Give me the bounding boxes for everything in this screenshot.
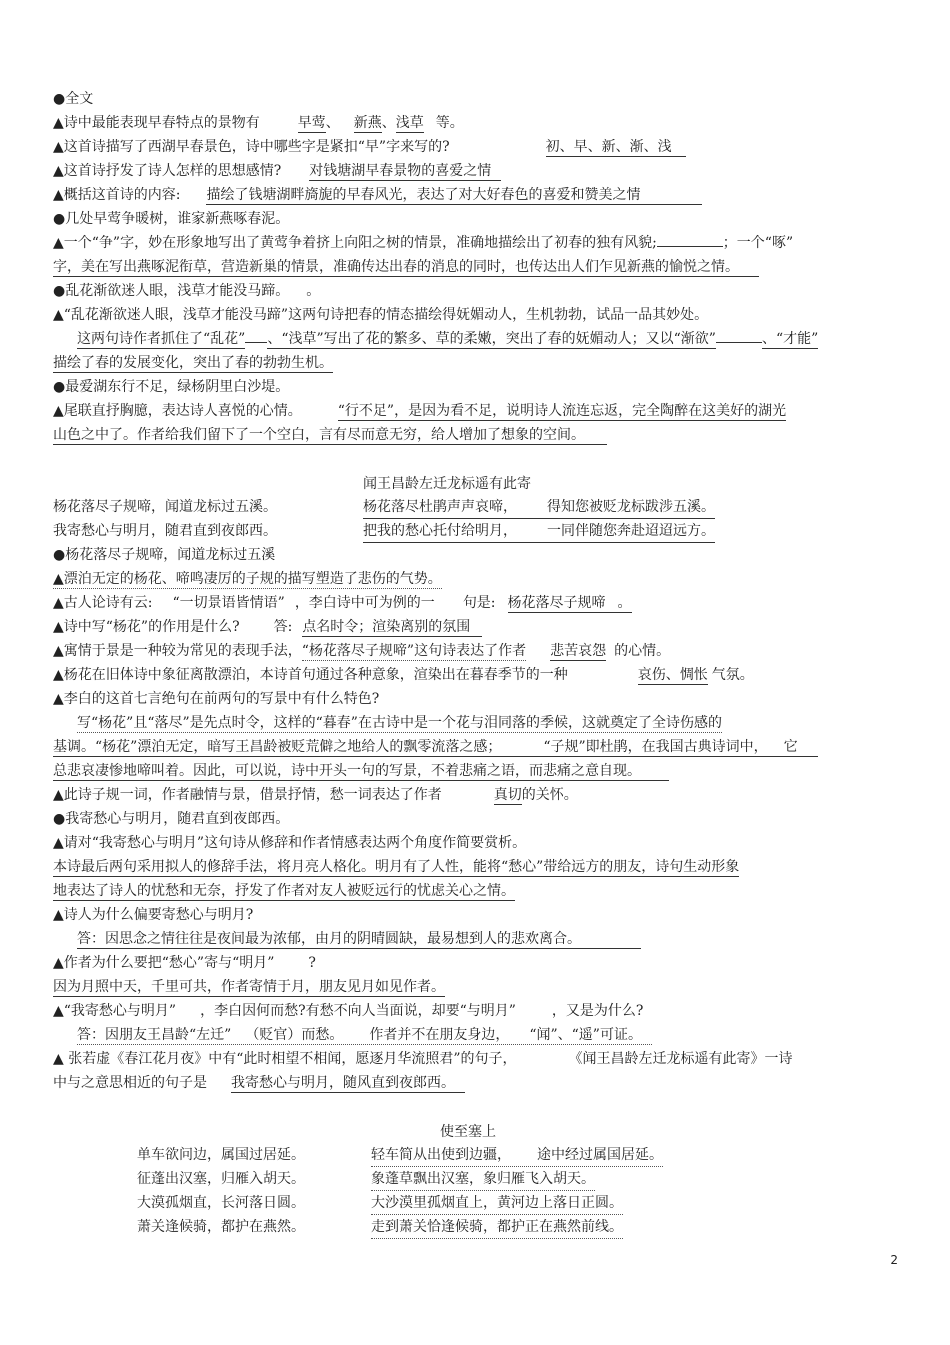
- text: 答:: [273, 619, 293, 635]
- question-line: [53, 1073, 465, 1093]
- poem-line: [137, 1169, 595, 1189]
- text: ▲ 张若虚《春江花月夜》中有“此时相望不相闻，愿逐月华流照君”的句子，: [53, 1051, 517, 1067]
- poem-title: 闻王昌龄左迁龙标遥有此寄: [363, 476, 531, 492]
- text: 中与之意思相近的句子是: [53, 1075, 207, 1091]
- question-line: [53, 113, 464, 133]
- poem-line: [137, 1193, 623, 1213]
- poem-line: [137, 1145, 663, 1165]
- answer: 字，美在写出燕啄泥衔草，营造新巢的情景，准确传达出春的消息的同时，也传达出人们乍见新燕的愉悦之情。: [53, 259, 759, 277]
- bullet-line: ●乱花渐欲迷人眼，浅草才能没马蹄。 。: [53, 283, 321, 299]
- question-line: [53, 641, 670, 661]
- answer-line: [53, 857, 739, 877]
- poem-text: 单车欲问边，属国过居延。: [137, 1147, 305, 1163]
- text: 《闻王昌龄左迁龙标遥有此寄》一诗: [568, 1051, 793, 1067]
- answer-line: [53, 737, 818, 757]
- answer: 我寄愁心与明月，随风直到夜郎西。: [231, 1075, 465, 1093]
- text: ▲诗中写“杨花”的作用是什么?: [53, 619, 240, 635]
- text: ，李白诗中可为例的一: [294, 595, 435, 611]
- question-line: ▲诗人为什么偏要寄愁心与明月?: [53, 907, 254, 923]
- question-line: [53, 185, 702, 205]
- bullet-line: ●全文: [53, 91, 94, 107]
- answer-line: [77, 713, 722, 733]
- answer: “行不足”，是因为看不足，说明诗人流连忘返，完全陶醉在这美好的湖光: [337, 403, 787, 419]
- translation: 轻车简从出使到边疆， 途中经过属国居延。: [371, 1145, 663, 1167]
- text: ，又是为什么?: [551, 1003, 644, 1019]
- answer: 早莺: [297, 115, 326, 131]
- answer: 山色之中了。作者给我们留下了一个空白，言有尽而意无穷，给人增加了想象的空间。: [53, 427, 607, 445]
- question-line: [53, 569, 442, 589]
- text: 等。: [435, 115, 464, 131]
- text: ?: [308, 955, 316, 971]
- answer-line: [53, 881, 515, 901]
- answer: 杨花落尽子规啼 。: [507, 595, 632, 611]
- answer: 悲苦哀怨: [550, 643, 607, 659]
- answer: 答：因思念之情往往是夜间最为浓郁，由月的阴晴圆缺，最易想到人的悲欢离合。: [77, 931, 641, 949]
- translation: 杨花落尽杜鹃声声哀啼， 得知您被贬龙标跋涉五溪。: [363, 497, 715, 519]
- answer: 写“杨花”且“落尽”是先点时令，这样的“暮春”在古诗中是一个花与泪同落的季候，这就奠定了全诗伤感的: [77, 715, 722, 731]
- translation: 把我的愁心托付给明月， 一同伴随您奔赴迢迢远方。: [363, 521, 715, 543]
- answer: 、“浅草”写出了花的繁多、草的柔嫩，突出了春的妩媚动人；又以“渐欲”: [267, 331, 716, 347]
- answer-line: [77, 1025, 652, 1045]
- question-line: [53, 137, 686, 157]
- answer: 总悲哀凄惨地啼叫着。因此，可以说，诗中开头一句的写景，不着悲痛之语，而悲痛之意自现。: [53, 763, 669, 781]
- answer: 对钱塘湖早春景物的喜爱之情: [309, 163, 501, 181]
- poem-text: 大漠孤烟直，长河落日圆。: [137, 1195, 305, 1211]
- answer: 点名时令；渲染离别的氛围: [302, 619, 482, 637]
- question-line: [53, 401, 786, 421]
- text: ▲古人论诗有云:: [53, 595, 153, 611]
- text: ▲一个“争”字，妙在形象地写出了黄莺争着挤上向阳之树的情景，准确地描绘出了初春的独有风貌;: [53, 235, 657, 251]
- answer: 答：因朋友王昌龄“左迁” （贬官）而愁。 作者并不在朋友身边， “闻”、“遥”可证。: [77, 1027, 652, 1045]
- poem-text: 征蓬出汉塞，归雁入胡天。: [137, 1171, 305, 1187]
- answer-line: [53, 761, 669, 781]
- answer: 新燕: [353, 115, 382, 131]
- question-line: [53, 665, 754, 685]
- highlighted-text: “杨花落尽子规啼”这句诗表达了作者: [301, 643, 527, 659]
- poem-line: [53, 521, 715, 541]
- text: ▲“我寄愁心与明月”: [53, 1003, 177, 1019]
- answer: 描绘了钱塘湖畔旖旎的早春风光，表达了对大好春色的喜爱和赞美之情: [206, 187, 702, 205]
- question-line: [53, 785, 578, 805]
- answer: 因为月照中天，千里可共，作者寄情于月，朋友见月如见作者。: [53, 979, 445, 995]
- text: ▲这首诗抒发了诗人怎样的思想感情?: [53, 163, 282, 179]
- question-line: [53, 233, 793, 253]
- text: 、: [325, 115, 340, 131]
- bullet-line: ●我寄愁心与明月，随君直到夜郎西。: [53, 811, 290, 827]
- answer: 基调。“杨花”漂泊无定，暗写王昌龄被贬荒僻之地给人的飘零流落之感； “子规”即杜鹃，在我国古典诗词中， 它: [53, 739, 818, 757]
- answer: 、“才能”: [761, 331, 819, 347]
- poem-text: 我寄愁心与明月，随君直到夜郎西。: [53, 523, 277, 539]
- text: ▲尾联直抒胸臆，表达诗人喜悦的心情。: [53, 403, 302, 419]
- text: ；一个“啄”: [722, 235, 794, 251]
- poem-title: 使至塞上: [440, 1124, 496, 1140]
- page-number: 2: [890, 1253, 898, 1267]
- answer: 浅草: [395, 115, 424, 131]
- question-line: [53, 617, 482, 637]
- question-line: ▲李白的这首七言绝句在前两句的写景中有什么特色?: [53, 691, 380, 707]
- poem-text: 杨花落尽子规啼，闻道龙标过五溪。: [53, 499, 277, 515]
- text: ●乱花渐欲迷人眼，浅草才能没马蹄。: [53, 283, 283, 299]
- answer: 哀伤、惆怅: [637, 667, 708, 683]
- answer: 本诗最后两句采用拟人的修辞手法，将月亮人格化。明月有了人性，能将“愁心”带给远方的朋友，诗句生动形象: [53, 859, 740, 875]
- answer: 这两句诗作者抓住了“乱花”: [77, 331, 246, 347]
- translation: 象蓬草飘出汉塞，象归雁飞入胡天。: [371, 1169, 595, 1191]
- text: ▲寓情于景是一种较为常见的表现手法，: [53, 643, 302, 659]
- question-line: [53, 953, 316, 973]
- answer: 初、早、新、渐、浅: [546, 139, 686, 157]
- answer-line: [77, 929, 641, 949]
- highlighted-text: ▲漂泊无定的杨花、啼鸣凄厉的子规的描写塑造了悲伤的气势。: [53, 571, 442, 587]
- bullet-line: ●最爱湖东行不足，绿杨阴里白沙堤。: [53, 379, 290, 395]
- question-line: ▲请对“我寄愁心与明月”这句诗从修辞和作者情感表达两个角度作简要赏析。: [53, 835, 527, 851]
- bullet-line: ●几处早莺争暖树，谁家新燕啄春泥。: [53, 211, 290, 227]
- translation: 大沙漠里孤烟直上，黄河边上落日正圆。: [371, 1193, 623, 1215]
- text: “一切景语皆情语”: [172, 595, 285, 611]
- answer: 真切: [493, 787, 522, 803]
- text: ▲概括这首诗的内容:: [53, 187, 181, 203]
- text: ▲诗中最能表现早春特点的景物有: [53, 115, 260, 131]
- question-line: [53, 593, 632, 613]
- text: 、: [381, 115, 396, 131]
- question-line: [53, 1001, 643, 1021]
- text: ▲杨花在旧体诗中象征离散漂泊，本诗首句通过各种意象，渲染出在暮春季节的一种: [53, 667, 568, 683]
- question-line: ▲“乱花渐欲迷人眼，浅草才能没马蹄”这两句诗把春的情态描绘得妩媚动人，生机勃勃，试品一品其妙处。: [53, 307, 709, 323]
- text: 气氛。: [711, 667, 754, 683]
- answer: 地表达了诗人的忧愁和无奈，抒发了作者对友人被贬远行的忧虑关心之情。: [53, 883, 515, 899]
- text: 句是:: [462, 595, 496, 611]
- answer-line: [53, 425, 607, 445]
- text: ▲作者为什么要把“愁心”寄与“明月”: [53, 955, 275, 971]
- answer: 描绘了春的发展变化，突出了春的勃勃生机。: [53, 355, 333, 371]
- text: 的心情。: [614, 643, 671, 659]
- bullet-line: ●杨花落尽子规啼，闻道龙标过五溪: [53, 547, 276, 563]
- text: 的关怀。: [521, 787, 578, 803]
- answer-line: [53, 257, 759, 277]
- answer-line: [77, 329, 818, 349]
- poem-text: 萧关逢候骑，都护在燕然。: [137, 1219, 305, 1235]
- poem-line: [53, 497, 715, 517]
- text: ▲这首诗描写了西湖早春景色，诗中哪些字是紧扣“早”字来写的?: [53, 139, 450, 155]
- text: ▲此诗子规一词，作者融情与景，借景抒情，愁一词表达了作者: [53, 787, 442, 803]
- question-line: [53, 1049, 793, 1069]
- translation: 走到萧关恰逢候骑，都护正在燕然前线。: [371, 1217, 623, 1239]
- question-line: [53, 161, 501, 181]
- answer-line: [53, 353, 333, 373]
- answer-line: [53, 977, 445, 997]
- poem-line: [137, 1217, 623, 1237]
- text: ，李白因何而愁?有愁不向人当面说，却要“与明月”: [200, 1003, 516, 1019]
